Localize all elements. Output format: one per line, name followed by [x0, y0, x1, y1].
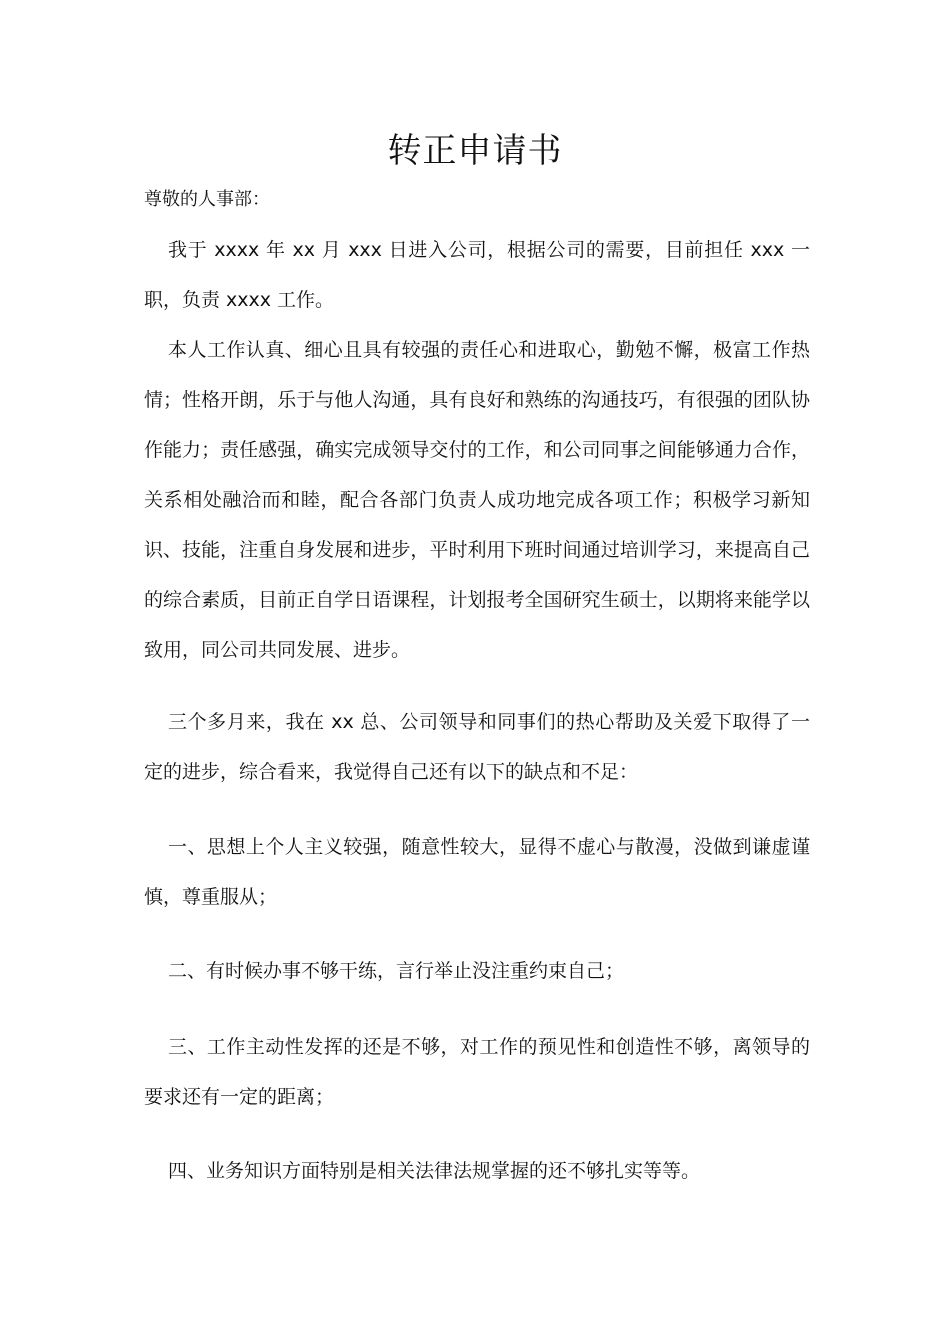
shortcoming-item-3: 三、工作主动性发挥的还是不够，对工作的预见性和创造性不够，离领导的要求还有一定的距离； [144, 1036, 810, 1108]
paragraph-self-assessment: 本人工作认真、细心且具有较强的责任心和进取心，勤勉不懈，极富工作热情；性格开朗，乐于与他人沟通，具有良好和熟练的沟通技巧，有很强的团队协作能力；责任感强，确实完成领导交付的工作，和公司同事之间能够通力合作，关系相处融洽而和睦，配合各部门负责人成功地完成各项工作；积极学习新知识、技能，注重自身发展和进步，平时利用下班时间通过培训学习，来提高自己的综合素质，目前正自学日语课程，计划报考全国研究生硕士，以期将来能学以致用，同公司共同发展、进步。 [144, 339, 810, 661]
shortcoming-item-4: 四、业务知识方面特别是相关法律法规掌握的还不够扎实等等。 [168, 1160, 701, 1182]
document-title: 转正申请书 [387, 131, 563, 171]
paragraph-start-date: 我于 xxxx 年 xx 月 xxx 日进入公司，根据公司的需要，目前担任 xxx 一职，负责 xxxx 工作。 [144, 239, 810, 311]
shortcoming-item-2: 二、有时候办事不够干练，言行举止没注重约束自己； [168, 960, 625, 982]
shortcoming-item-1: 一、思想上个人主义较强，随意性较大，显得不虚心与散漫，没做到谦虚谨慎，尊重服从； [144, 836, 810, 908]
paragraph-progress-summary: 三个多月来，我在 xx 总、公司领导和同事们的热心帮助及关爱下取得了一定的进步，综合看来，我觉得自己还有以下的缺点和不足： [144, 711, 810, 783]
salutation: 尊敬的人事部： [144, 189, 270, 210]
